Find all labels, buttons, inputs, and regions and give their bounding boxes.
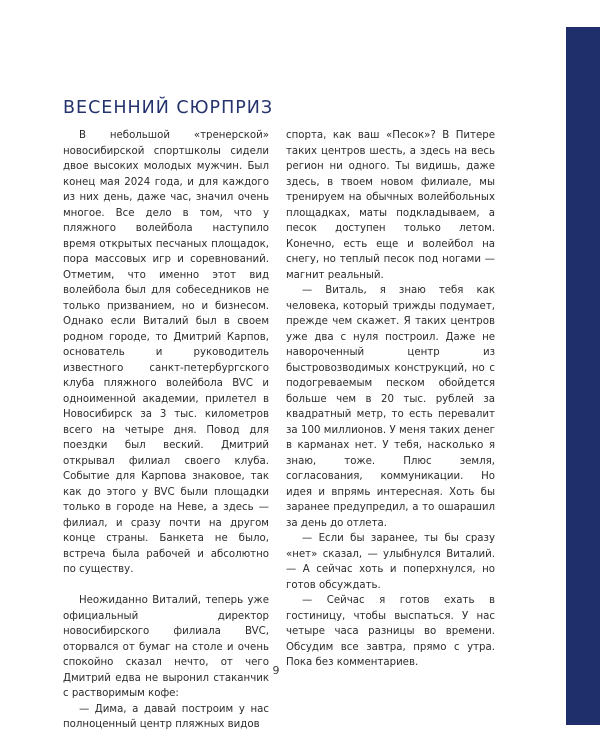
paragraph: спорта, как ваш «Песок»? В Питере таких центров шесть, а здесь на весь регион ни одного. Ты видишь, даже здесь, в твоем новом филиале, мы тренируем на обычных волейбольных площадках, маты подкладываем, а песок доступен только летом. Конечно, есть еще и волейбол на снегу, но теплый песок под ногами — магнит реальный. <box>286 130 495 281</box>
paragraph: — Виталь, я знаю тебя как человека, который трижды подумает, прежде чем скажет. Я таких центров уже два с нуля построил. Даже не навороченный центр из быстровозводимых конструкций, но с подогреваемым песком обойдется больше чем в 20 тыс. рублей за квадратный метр, то есть перевалит за 100 миллионов. У меня таких денег в карманах нет. У тебя, насколько я знаю, тоже. Плюс земля, согласования, коммуникации. Но идея и впрямь интересная. Хоть бы заранее предупредил, а то ошарашил за день до отлета. <box>286 285 495 529</box>
paragraph: — Дима, а давай построим у нас полноценный центр пляжных видов <box>63 703 269 730</box>
paragraph: Неожиданно Виталий, теперь уже официальный директор новосибирского филиала BVC, оторвался от бумаг на столе и очень спокойно сказал нечто, от чего Дмитрий едва не выронил стаканчик с растворимым кофе: <box>63 595 269 699</box>
accent-side-bar <box>566 27 600 725</box>
paragraph: — Если бы заранее, ты бы сразу «нет» сказал, — улыбнулся Виталий. — А сейчас хоть и поперхнулся, но готов обсуждать. <box>286 533 495 591</box>
paragraph: В небольшой «тренерской» новосибирской спортшколы сидели двое высоких молодых мужчин. Был конец мая 2024 года, и для каждого из них день, даже час, значил очень многое. Все дело в том, что у пляжного волейбола наступило время открытых песчаных площадок, пора массовых игр и соревнований. Отметим, что именно этот вид волейбола был для собеседников не только призванием, но и бизнесом. Однако если Виталий был в своем родном городе, то Дмитрий Карпов, основатель и руководитель известного санкт-петербургского клуба пляжного волейбола BVC и одноименной академии, прилетел в Новосибирск за 3 тыс. километров всего на четыре дня. Повод для поездки был веский. Дмитрий открывал филиал своего клуба. Событие для Карпова знаковое, так как до этого у BVC были площадки только в городе на Неве, а здесь — филиал, и сразу почти на другом конце страны. Банкета не было, встреча была рабочей и абсолютно по существу. <box>63 130 269 575</box>
text-column-left <box>63 128 269 733</box>
page-number: 9 <box>272 664 280 677</box>
paragraph: — Сейчас я готов ехать в гостиницу, чтобы выспаться. У нас четыре часа разницы во времени. Обсудим все завтра, прямо с утра. Пока без комментариев. <box>286 595 495 668</box>
text-column-right <box>286 128 495 671</box>
page-title: ВЕСЕННИЙ СЮРПРИЗ <box>63 98 274 118</box>
